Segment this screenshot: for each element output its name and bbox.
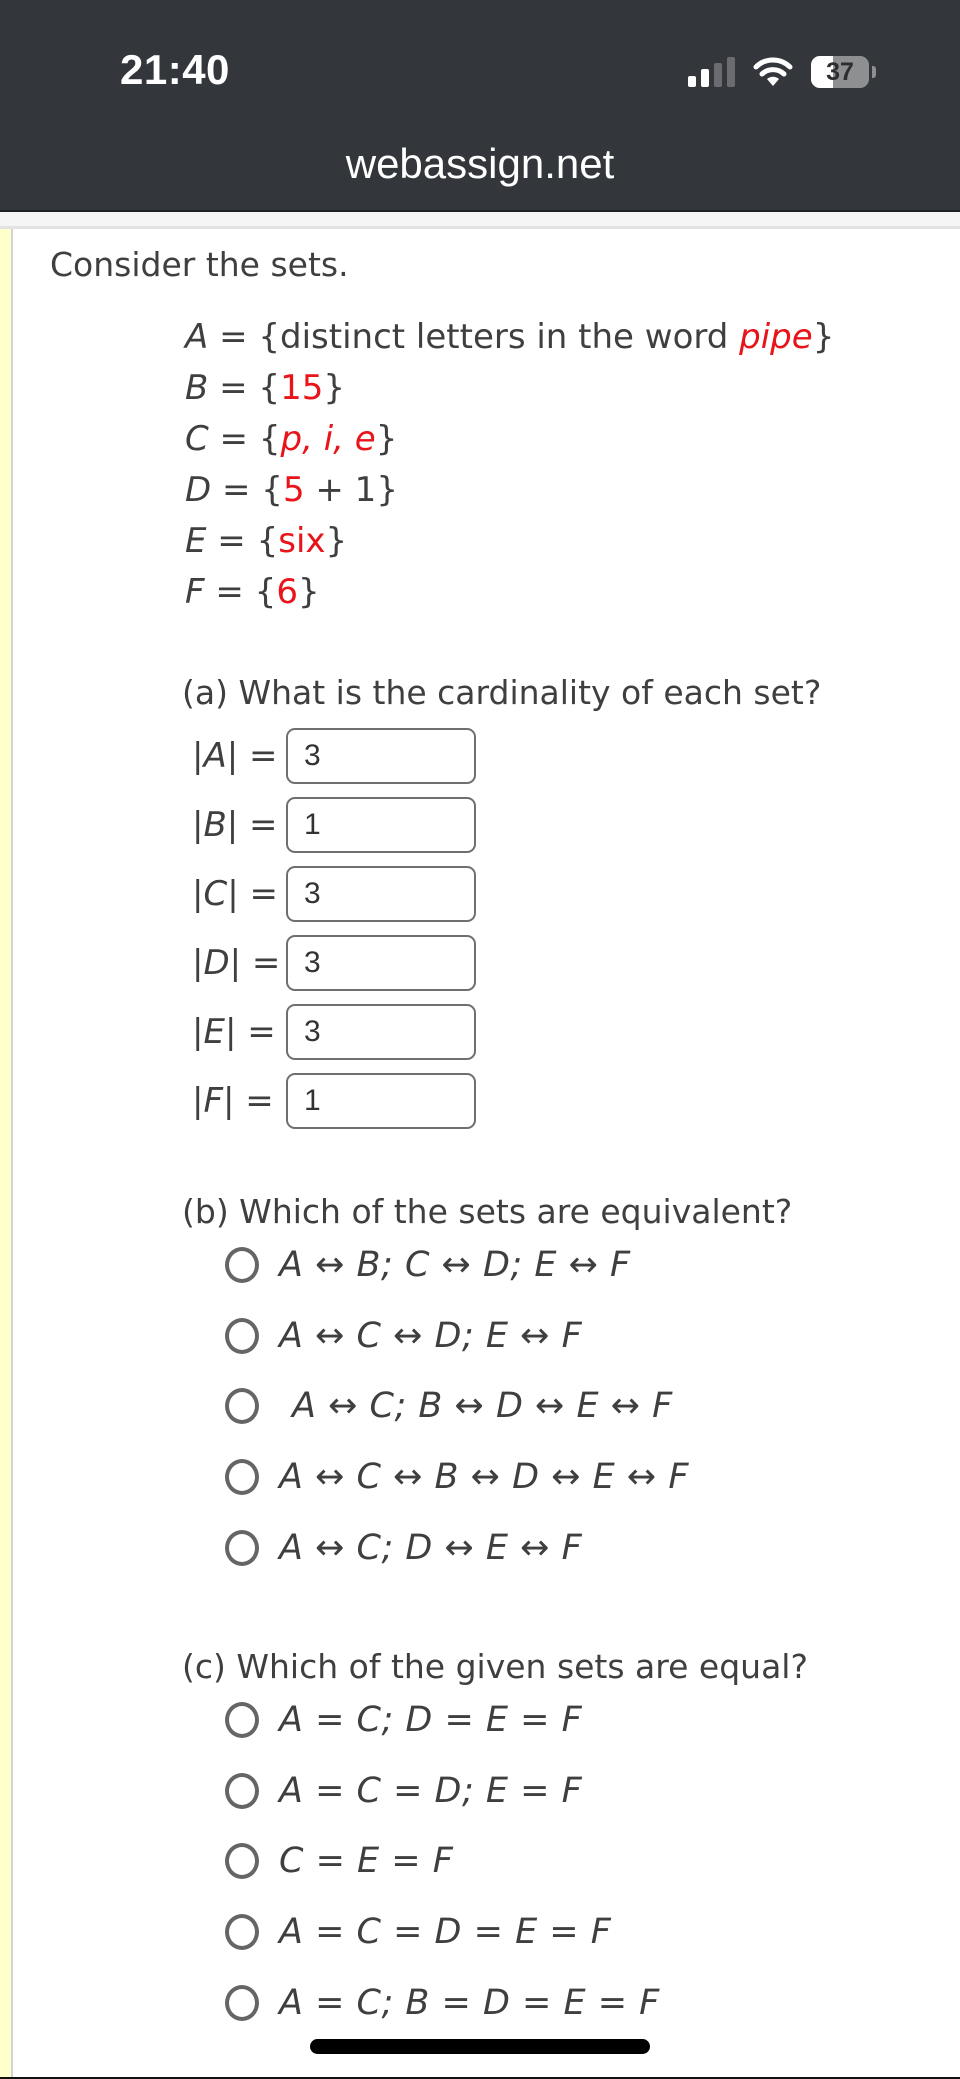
option-label: A ↔ B; C ↔ D; E ↔ F	[279, 1245, 631, 1285]
radio-button[interactable]	[225, 1773, 259, 1809]
battery-icon	[811, 56, 869, 88]
cardinality-label: |D| =	[192, 943, 281, 983]
url-bar[interactable]: webassign.net	[345, 140, 615, 187]
equivalent-option-3[interactable]	[225, 1384, 673, 1428]
option-label: A ↔ C ↔ D; E ↔ F	[279, 1316, 583, 1356]
cellular-signal-icon	[688, 57, 735, 87]
cardinality-label: |F| =	[192, 1081, 274, 1121]
radio-button[interactable]	[225, 1318, 259, 1354]
radio-button[interactable]	[225, 1459, 259, 1495]
cardinality-row-c	[192, 864, 476, 924]
cardinality-e-input[interactable]	[286, 1004, 476, 1060]
cardinality-row-b	[192, 795, 476, 855]
set-b-definition: B = {15}	[185, 368, 345, 408]
option-label: A = C = D; E = F	[279, 1771, 583, 1811]
radio-button[interactable]	[225, 1530, 259, 1566]
cardinality-row-e	[192, 1002, 476, 1062]
radio-button[interactable]	[225, 1247, 259, 1283]
equal-option-5[interactable]	[225, 1981, 660, 2025]
equivalent-option-1[interactable]	[225, 1243, 631, 1287]
equivalent-option-2[interactable]	[225, 1314, 582, 1358]
battery-percent: 37	[826, 57, 854, 86]
home-indicator[interactable]	[310, 2039, 650, 2054]
cardinality-b-input[interactable]	[286, 797, 476, 853]
cardinality-label: |E| =	[192, 1012, 276, 1052]
battery-tip	[872, 66, 876, 78]
cardinality-label: |B| =	[192, 805, 278, 845]
radio-button[interactable]	[225, 1914, 259, 1950]
radio-button[interactable]	[225, 1843, 259, 1879]
part-c-question: (c) Which of the given sets are equal?	[182, 1647, 808, 1686]
cardinality-a-input[interactable]	[286, 728, 476, 784]
equal-option-3[interactable]	[225, 1839, 453, 1883]
radio-button[interactable]	[225, 1985, 259, 2021]
option-label: A ↔ C; B ↔ D ↔ E ↔ F	[292, 1386, 673, 1426]
equal-option-4[interactable]	[225, 1910, 611, 1954]
wifi-icon	[753, 56, 793, 88]
question-intro: Consider the sets.	[50, 245, 349, 284]
cardinality-f-input[interactable]	[286, 1073, 476, 1129]
cardinality-c-input[interactable]	[286, 866, 476, 922]
question-left-strip	[0, 229, 13, 2079]
option-label: A = C = D = E = F	[279, 1912, 612, 1952]
status-time: 21:40	[120, 46, 230, 93]
option-label: C = E = F	[279, 1841, 454, 1881]
toolbar-divider	[0, 212, 960, 229]
cardinality-row-a	[192, 726, 476, 786]
option-label: A ↔ C; D ↔ E ↔ F	[279, 1528, 583, 1568]
cardinality-row-f	[192, 1071, 476, 1131]
set-f-definition: F = {6}	[185, 572, 320, 612]
status-icons	[688, 54, 876, 90]
cardinality-d-input[interactable]	[286, 935, 476, 991]
part-b-question: (b) Which of the sets are equivalent?	[182, 1192, 793, 1231]
set-definitions	[185, 312, 834, 618]
option-label: A = C; D = E = F	[279, 1700, 583, 1740]
equal-option-2[interactable]	[225, 1769, 582, 1813]
option-label: A = C; B = D = E = F	[279, 1983, 660, 2023]
equivalent-option-5[interactable]	[225, 1526, 582, 1570]
set-e-definition: E = {six}	[185, 521, 348, 561]
set-c-definition: C = {p, i, e}	[185, 419, 398, 459]
equivalent-option-4[interactable]	[225, 1455, 689, 1499]
set-d-definition: D = {5 + 1}	[185, 470, 398, 510]
cardinality-label: |C| =	[192, 874, 278, 914]
equal-option-1[interactable]	[225, 1698, 582, 1742]
radio-button[interactable]	[225, 1388, 259, 1424]
cardinality-label: |A| =	[192, 736, 278, 776]
part-a-question: (a) What is the cardinality of each set?	[182, 673, 822, 712]
set-a-definition: A = {distinct letters in the word pipe}	[185, 317, 835, 357]
status-and-url-bar	[0, 0, 960, 212]
cardinality-row-d	[192, 933, 476, 993]
radio-button[interactable]	[225, 1702, 259, 1738]
option-label: A ↔ C ↔ B ↔ D ↔ E ↔ F	[279, 1457, 689, 1497]
